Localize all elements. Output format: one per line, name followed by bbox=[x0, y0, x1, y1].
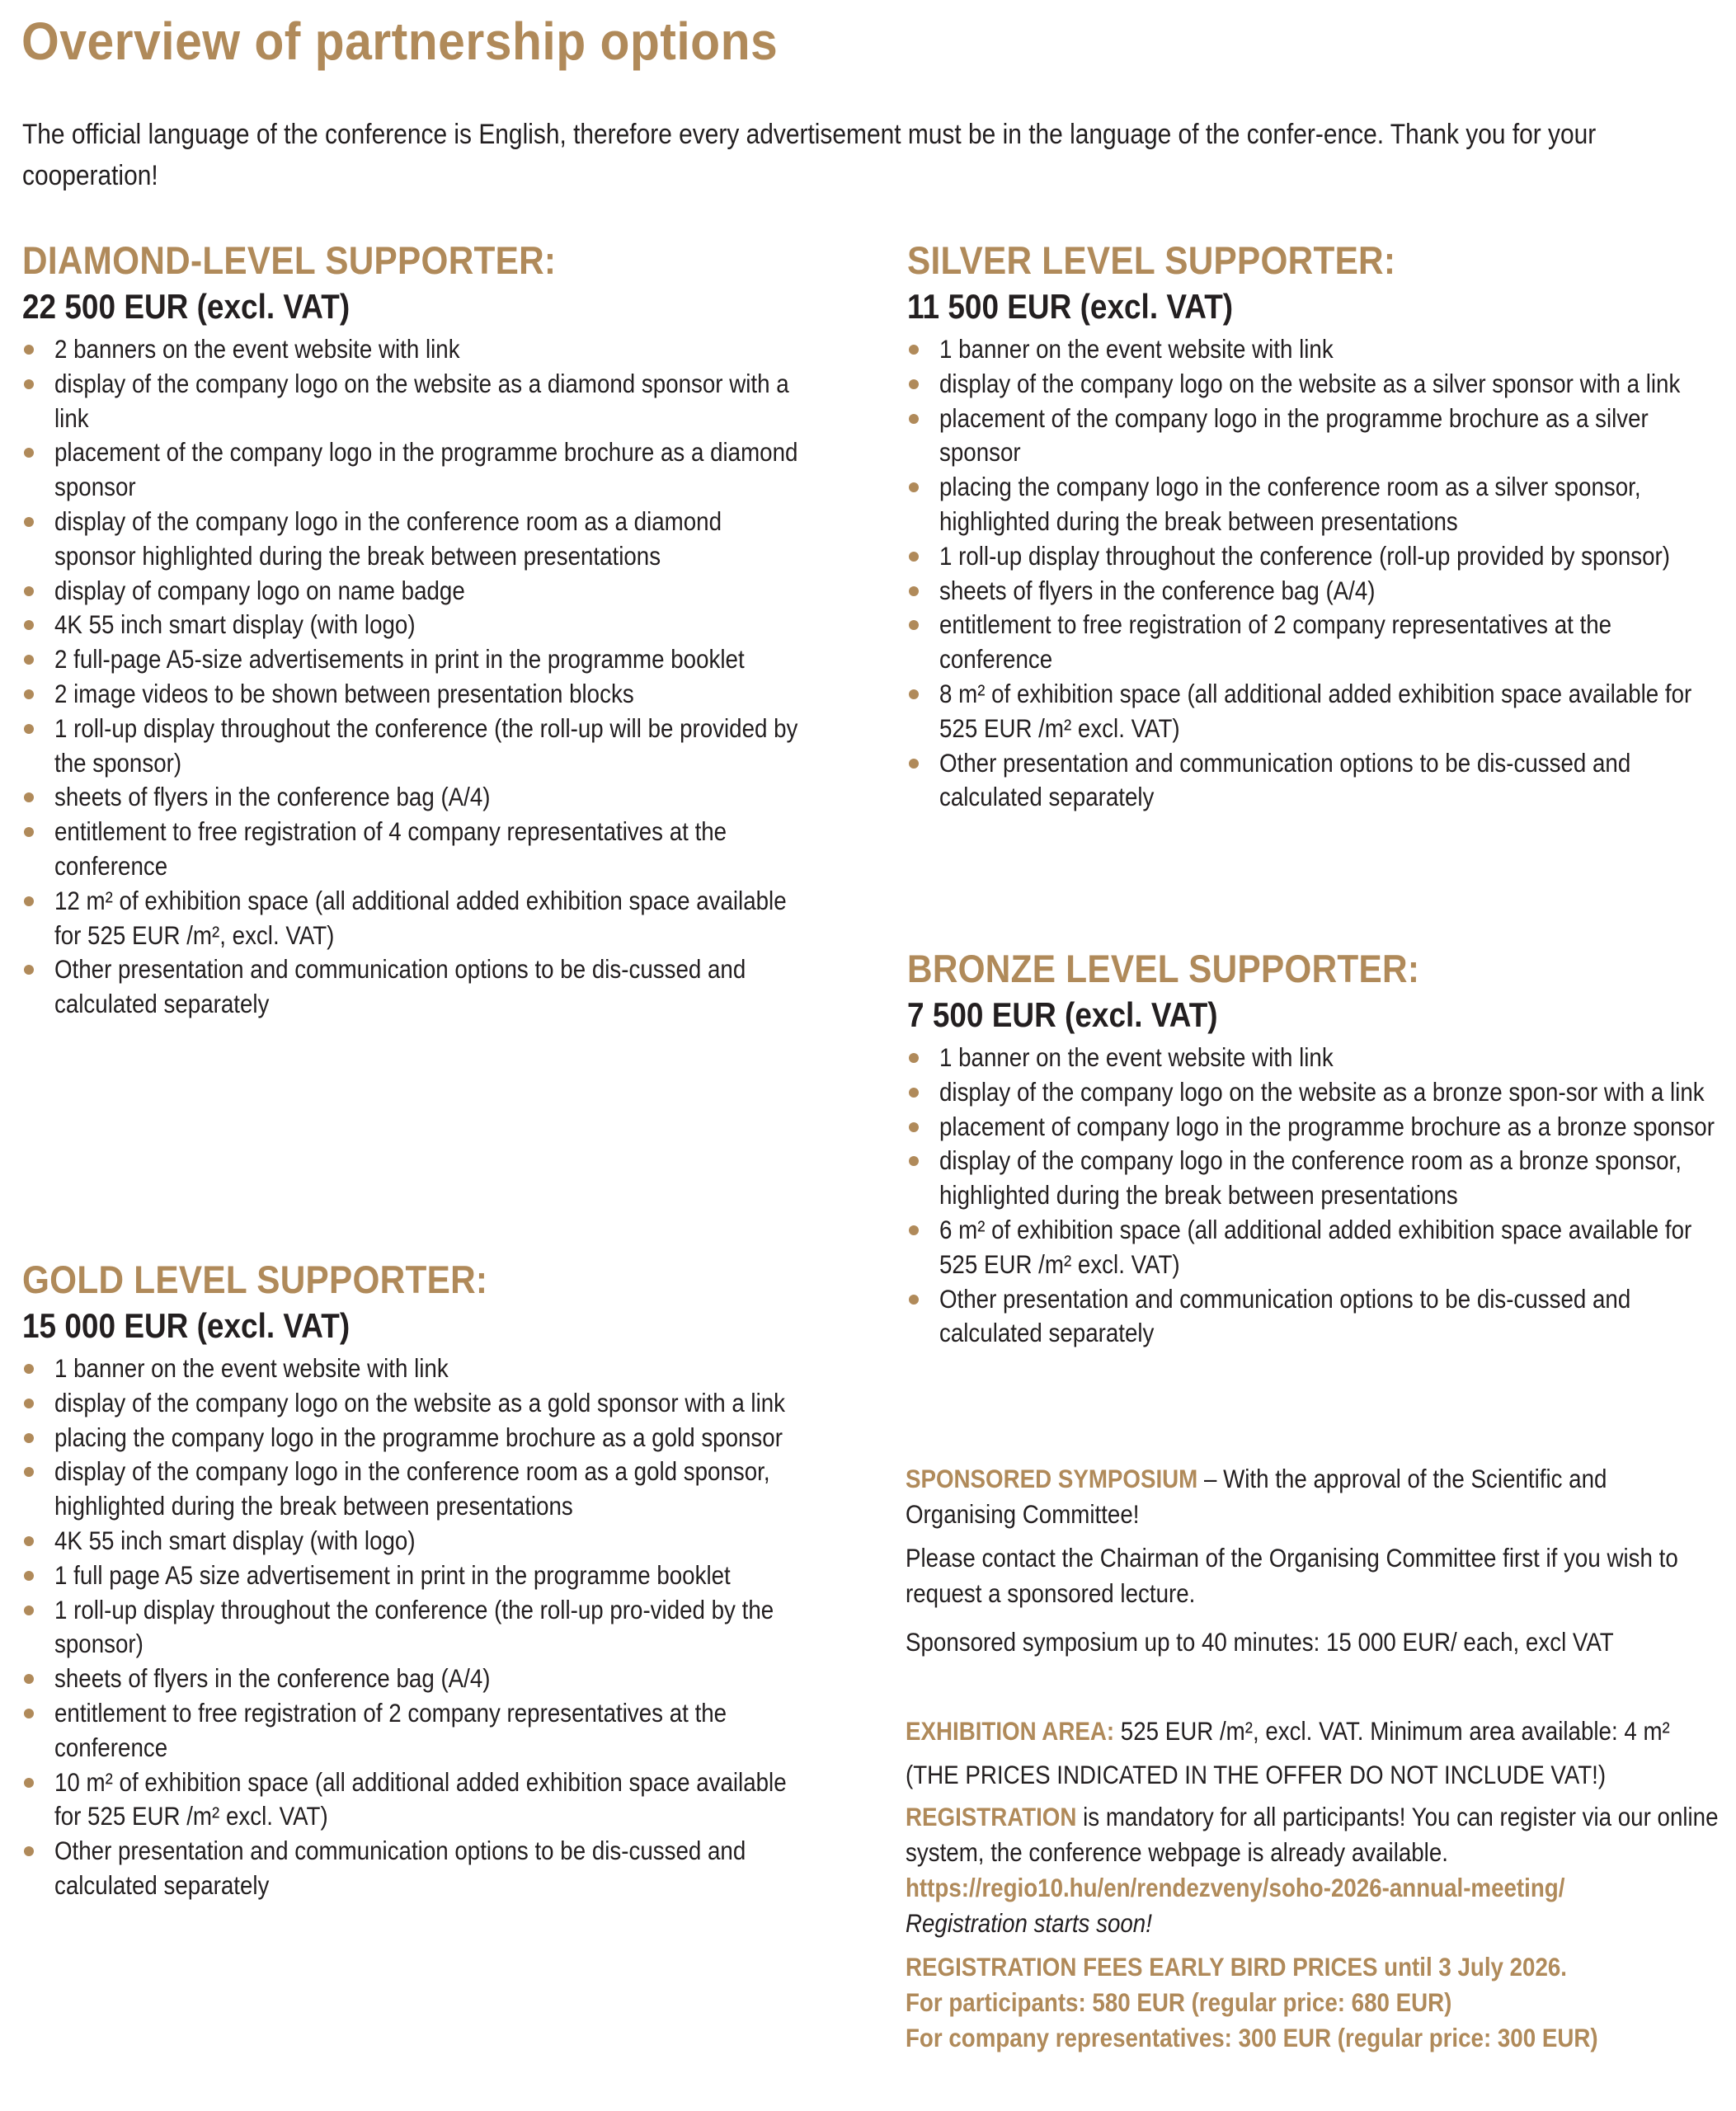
benefit-item bbox=[22, 1559, 806, 1593]
benefit-text: entitlement to free registration of 2 company representatives at the conference bbox=[54, 1697, 727, 1762]
benefit-list bbox=[22, 1352, 806, 1903]
benefit-text: placement of the company logo in the programme brochure as a diamond sponsor bbox=[54, 437, 798, 502]
registration-label: REGISTRATION bbox=[906, 1802, 1077, 1831]
diamond-package bbox=[22, 237, 806, 1022]
bullet-icon bbox=[909, 552, 919, 562]
benefit-item bbox=[22, 608, 806, 642]
registration-starts-note: Registration starts soon! bbox=[906, 1908, 1152, 1938]
vat-note: (THE PRICES INDICATED IN THE OFFER DO NOT INCLUDE VAT!) bbox=[906, 1760, 1607, 1789]
package-price: 7 500 EUR (excl. VAT) bbox=[907, 995, 1218, 1034]
benefit-text: display of the company logo on the website as a silver sponsor with a link bbox=[939, 368, 1681, 398]
bullet-icon bbox=[909, 1053, 919, 1063]
benefit-item bbox=[22, 1386, 806, 1421]
bullet-icon bbox=[24, 1536, 34, 1546]
intro-text: The official language of the conference is English, therefore every advertisement must be in the language of the confer-ence. Thank you for your cooperation! bbox=[22, 119, 1597, 191]
bullet-icon bbox=[909, 759, 919, 769]
benefit-item bbox=[22, 1662, 806, 1696]
page-title: Overview of partnership options bbox=[21, 12, 779, 71]
benefit-item bbox=[22, 1524, 806, 1559]
benefit-text: display of the company logo in the conference room as a bronze sponsor, highlighted during the break between presentations bbox=[939, 1145, 1682, 1211]
benefit-text: entitlement to free registration of 2 company representatives at the conference bbox=[939, 609, 1612, 675]
benefit-text: sheets of flyers in the conference bag (A/4) bbox=[939, 575, 1376, 605]
benefit-text: 2 banners on the event website with link bbox=[54, 334, 460, 364]
benefit-text: sheets of flyers in the conference bag (A/4) bbox=[54, 1663, 491, 1694]
benefit-item bbox=[907, 574, 1715, 609]
package-heading: SILVER LEVEL SUPPORTER: bbox=[907, 238, 1396, 282]
silver-package bbox=[907, 237, 1715, 815]
bullet-icon bbox=[909, 1225, 919, 1235]
benefit-item bbox=[907, 1110, 1715, 1145]
benefit-item bbox=[22, 780, 806, 815]
bullet-icon bbox=[24, 724, 34, 734]
benefit-item bbox=[22, 677, 806, 712]
bullet-icon bbox=[24, 1467, 34, 1477]
benefit-text: placing the company logo in the conference room as a silver sponsor, highlighted during the break between presentations bbox=[939, 472, 1641, 536]
benefit-item bbox=[22, 1352, 806, 1386]
benefit-item bbox=[907, 677, 1715, 746]
benefit-item bbox=[22, 435, 806, 505]
benefit-text: 2 full-page A5-size advertisements in print in the programme booklet bbox=[54, 644, 745, 675]
bullet-icon bbox=[24, 655, 34, 665]
bullet-icon bbox=[24, 1606, 34, 1615]
benefit-list bbox=[22, 332, 806, 1022]
benefit-text: 12 m² of exhibition space (all additional added exhibition space available for 525 EUR /m², excl. VAT) bbox=[54, 885, 787, 950]
benefit-item bbox=[907, 470, 1715, 539]
fee-participants: For participants: 580 EUR (regular price: 680 EUR) bbox=[906, 1987, 1452, 2017]
benefit-item bbox=[22, 367, 806, 436]
bullet-icon bbox=[24, 896, 34, 906]
fee-company-representatives: For company representatives: 300 EUR (regular price: 300 EUR) bbox=[906, 2023, 1598, 2052]
benefit-item bbox=[22, 815, 806, 884]
benefit-item bbox=[22, 574, 806, 609]
benefit-text: Other presentation and communication options to be dis-cussed and calculated separately bbox=[939, 1283, 1631, 1348]
benefit-item bbox=[22, 1834, 806, 1903]
benefit-text: placement of company logo in the programme brochure as a bronze sponsor bbox=[939, 1111, 1715, 1141]
benefit-item bbox=[907, 1075, 1715, 1110]
bullet-icon bbox=[909, 414, 919, 424]
benefit-text: display of the company logo in the conference room as a diamond sponsor highlighted during the break between presentations bbox=[54, 505, 722, 571]
bullet-icon bbox=[24, 1399, 34, 1408]
benefit-item bbox=[22, 884, 806, 953]
bullet-icon bbox=[24, 448, 34, 458]
benefit-item bbox=[907, 539, 1715, 574]
bullet-icon bbox=[24, 965, 34, 975]
registration-info bbox=[906, 1799, 1722, 1870]
benefit-item bbox=[907, 1041, 1715, 1075]
benefit-item bbox=[22, 332, 806, 367]
benefit-item bbox=[22, 1421, 806, 1455]
benefit-item bbox=[22, 1696, 806, 1765]
benefit-item bbox=[22, 642, 806, 677]
bullet-icon bbox=[24, 620, 34, 630]
benefit-item bbox=[907, 608, 1715, 677]
exhibition-registration-block bbox=[906, 1714, 1722, 2056]
benefit-text: entitlement to free registration of 4 company representatives at the conference bbox=[54, 816, 727, 881]
bullet-icon bbox=[24, 517, 34, 527]
sponsored-symposium-block bbox=[906, 1461, 1722, 1660]
bronze-package bbox=[907, 945, 1715, 1351]
symposium-price: Sponsored symposium up to 40 minutes: 15 000 EUR/ each, excl VAT bbox=[906, 1627, 1614, 1657]
package-price: 11 500 EUR (excl. VAT) bbox=[907, 287, 1234, 326]
bullet-icon bbox=[909, 1156, 919, 1166]
benefit-text: placement of the company logo in the programme brochure as a silver sponsor bbox=[939, 402, 1649, 468]
benefit-text: display of company logo on name badge bbox=[54, 575, 465, 605]
benefit-text: sheets of flyers in the conference bag (A/4) bbox=[54, 782, 491, 812]
bullet-icon bbox=[24, 586, 34, 596]
benefit-text: 1 banner on the event website with link bbox=[54, 1353, 449, 1383]
benefit-text: Other presentation and communication options to be dis-cussed and calculated separately bbox=[54, 1836, 746, 1900]
benefit-item bbox=[907, 1144, 1715, 1213]
benefit-text: Other presentation and communication options to be dis-cussed and calculated separately bbox=[54, 954, 746, 1019]
package-price: 15 000 EUR (excl. VAT) bbox=[22, 1306, 350, 1345]
benefit-text: 10 m² of exhibition space (all additional added exhibition space available for 525 EUR /m² excl. VAT) bbox=[54, 1766, 787, 1831]
bullet-icon bbox=[24, 1433, 34, 1443]
bullet-icon bbox=[24, 689, 34, 699]
bullet-icon bbox=[24, 1364, 34, 1374]
benefit-text: 1 full page A5 size advertisement in print in the programme booklet bbox=[54, 1559, 731, 1590]
package-price: 22 500 EUR (excl. VAT) bbox=[22, 287, 350, 326]
benefit-text: 1 roll-up display throughout the conference (roll-up provided by sponsor) bbox=[939, 540, 1671, 571]
bullet-icon bbox=[909, 1295, 919, 1305]
benefit-item bbox=[22, 1455, 806, 1524]
registration-fees bbox=[906, 1949, 1722, 2056]
benefit-text: Other presentation and communication options to be dis-cussed and calculated separately bbox=[939, 747, 1631, 812]
benefit-item bbox=[22, 1593, 806, 1662]
benefit-text: 4K 55 inch smart display (with logo) bbox=[54, 609, 416, 640]
benefit-text: 8 m² of exhibition space (all additional added exhibition space available for 525 EUR /m² excl. VAT) bbox=[939, 678, 1692, 743]
bullet-icon bbox=[24, 1846, 34, 1856]
symposium-intro bbox=[906, 1461, 1722, 1532]
benefit-item bbox=[907, 1213, 1715, 1282]
symposium-label: SPONSORED SYMPOSIUM bbox=[906, 1464, 1198, 1493]
package-heading: DIAMOND-LEVEL SUPPORTER: bbox=[22, 238, 557, 282]
exhibition-price-text: 525 EUR /m², excl. VAT. Minimum area available: 4 m² bbox=[1114, 1716, 1670, 1746]
registration-text: is mandatory for all participants! You can register via our online system, the conference webpage is already available. bbox=[906, 1802, 1719, 1867]
bullet-icon bbox=[909, 620, 919, 630]
bullet-icon bbox=[24, 827, 34, 837]
benefit-text: display of the company logo on the website as a gold sponsor with a link bbox=[54, 1387, 786, 1418]
package-heading: GOLD LEVEL SUPPORTER: bbox=[22, 1258, 488, 1301]
benefit-text: display of the company logo on the website as a diamond sponsor with a link bbox=[54, 368, 789, 433]
benefit-text: 1 banner on the event website with link bbox=[939, 334, 1334, 364]
benefit-item bbox=[22, 952, 806, 1022]
bullet-icon bbox=[24, 1709, 34, 1718]
benefit-text: 6 m² of exhibition space (all additional added exhibition space available for 525 EUR /m² excl. VAT) bbox=[939, 1214, 1692, 1279]
benefit-text: 1 roll-up display throughout the conference (the roll-up will be provided by the sponsor) bbox=[54, 712, 798, 778]
benefit-text: 1 banner on the event website with link bbox=[939, 1042, 1334, 1072]
bullet-icon bbox=[24, 379, 34, 389]
package-heading: BRONZE LEVEL SUPPORTER: bbox=[907, 947, 1420, 990]
symposium-approval-text: – With the approval of the Scientific and Organising Committee! bbox=[906, 1464, 1607, 1529]
benefit-item bbox=[22, 712, 806, 781]
gold-package bbox=[22, 1256, 806, 1903]
bullet-icon bbox=[909, 482, 919, 492]
bullet-icon bbox=[909, 1122, 919, 1132]
bullet-icon bbox=[909, 689, 919, 699]
benefit-text: 2 image videos to be shown between presentation blocks bbox=[54, 678, 634, 708]
bullet-icon bbox=[24, 1571, 34, 1581]
fees-heading: REGISTRATION FEES EARLY BIRD PRICES until 3 July 2026. bbox=[906, 1952, 1568, 1982]
benefit-list bbox=[907, 332, 1715, 815]
bullet-icon bbox=[909, 345, 919, 355]
bullet-icon bbox=[24, 345, 34, 355]
bullet-icon bbox=[24, 1674, 34, 1684]
bullet-icon bbox=[909, 586, 919, 596]
benefit-list bbox=[907, 1041, 1715, 1351]
bullet-icon bbox=[909, 1088, 919, 1098]
registration-link[interactable]: https://regio10.hu/en/rendezveny/soho-2026-annual-meeting/ bbox=[906, 1873, 1565, 1902]
benefit-item bbox=[907, 746, 1715, 816]
bullet-icon bbox=[24, 1778, 34, 1788]
exhibition-area bbox=[906, 1714, 1722, 1749]
benefit-item bbox=[907, 332, 1715, 367]
exhibition-label: EXHIBITION AREA: bbox=[906, 1716, 1115, 1746]
benefit-item bbox=[22, 505, 806, 574]
benefit-item bbox=[22, 1765, 806, 1835]
benefit-text: display of the company logo in the conference room as a gold sponsor, highlighted during the break between presentations bbox=[54, 1456, 770, 1521]
bullet-icon bbox=[909, 379, 919, 389]
benefit-text: display of the company logo on the website as a bronze spon-sor with a link bbox=[939, 1076, 1705, 1107]
benefit-text: 4K 55 inch smart display (with logo) bbox=[54, 1525, 416, 1555]
benefit-text: placing the company logo in the programme brochure as a gold sponsor bbox=[54, 1422, 783, 1452]
bullet-icon bbox=[24, 792, 34, 802]
benefit-item bbox=[907, 367, 1715, 402]
benefit-item bbox=[907, 1282, 1715, 1352]
benefit-item bbox=[907, 402, 1715, 471]
symposium-contact: Please contact the Chairman of the Organising Committee first if you wish to request a sponsored lecture. bbox=[906, 1543, 1678, 1608]
benefit-text: 1 roll-up display throughout the conference (the roll-up pro-vided by the sponsor) bbox=[54, 1594, 774, 1659]
